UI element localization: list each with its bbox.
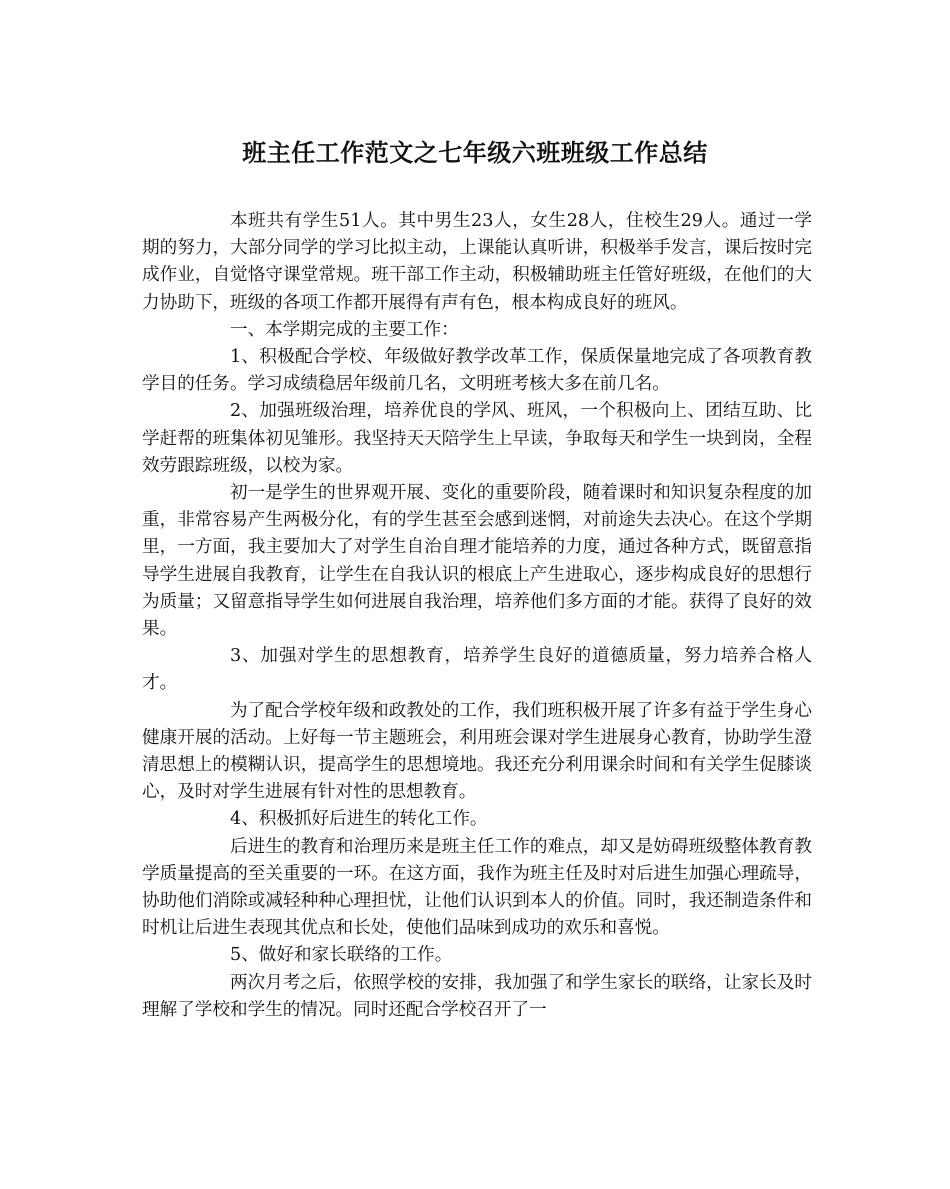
paragraph-item-4-detail: 后进生的教育和治理历来是班主任工作的难点，却又是妨碍班级整体教育教学质量提高的至关重要的一环。在这方面，我作为班主任及时对后进生加强心理疏导，协助他们消除或减轻种种心理担忧，让他们认识到本人的价值。同时，我还制造条件和时机让后进生表现其优点和长处，使他们品味到成功的欢乐和喜悦。 [142,836,812,939]
paragraph-item-5-detail: 两次月考之后，依照学校的安排，我加强了和学生家长的联络，让家长及时理解了学校和学生的情况。同时还配合学校召开了一 [142,972,812,1020]
document-body [142,208,812,1024]
paragraph-item-3: 3、加强对学生的思想教育，培养学生良好的道德质量，努力培养合格人才。 [142,646,812,694]
document-title: 班主任工作范文之七年级六班班级工作总结 [242,138,708,167]
paragraph-item-5: 5、做好和家长联络的工作。 [230,945,453,966]
paragraph-item-2-detail: 初一是学生的世界观开展、变化的重要阶段，随着课时和知识复杂程度的加重，非常容易产生两极分化，有的学生甚至会感到迷惘，对前途失去决心。在这个学期里，一方面，我主要加大了对学生自治自理才能培养的力度，通过各种方式，既留意指导学生进展自我教育，让学生在自我认识的根底上产生进取心，逐步构成良好的思想行为质量；又留意指导学生如何进展自我治理，培养他们多方面的才能。获得了良好的效果。 [142,483,812,640]
paragraph-item-3-detail: 为了配合学校年级和政教处的工作，我们班积极开展了许多有益于学生身心健康开展的活动。上好每一节主题班会，利用班会课对学生进展身心教育，协助学生澄清思想上的模糊认识，提高学生的思想境地。我还充分利用课余时间和有关学生促膝谈心，及时对学生进展有针对性的思想教育。 [142,700,812,803]
paragraph-item-2: 2、加强班级治理，培养优良的学风、班风，一个积极向上、团结互助、比学赶帮的班集体初见雏形。我坚持天天陪学生上早读，争取每天和学生一块到岗，全程效劳跟踪班级，以校为家。 [142,401,812,476]
paragraph-intro: 本班共有学生51人。其中男生23人，女生28人，住校生29人。通过一学期的努力，大部分同学的学习比拟主动，上课能认真听讲，积极举手发言，课后按时完成作业，自觉恪守课堂常规。班干部工作主动，积极辅助班主任管好班级，在他们的大力协助下，班级的各项工作都开展得有声有色，根本构成良好的班风。 [142,211,812,313]
paragraph-item-4: 4、积极抓好后进生的转化工作。 [230,809,488,830]
paragraph-item-1: 1、积极配合学校、年级做好教学改革工作，保质保量地完成了各项教育教学目的任务。学习成绩稳居年级前几名，文明班考核大多在前几名。 [142,347,812,395]
section-heading-main-work: 一、本学期完成的主要工作： [230,319,459,340]
